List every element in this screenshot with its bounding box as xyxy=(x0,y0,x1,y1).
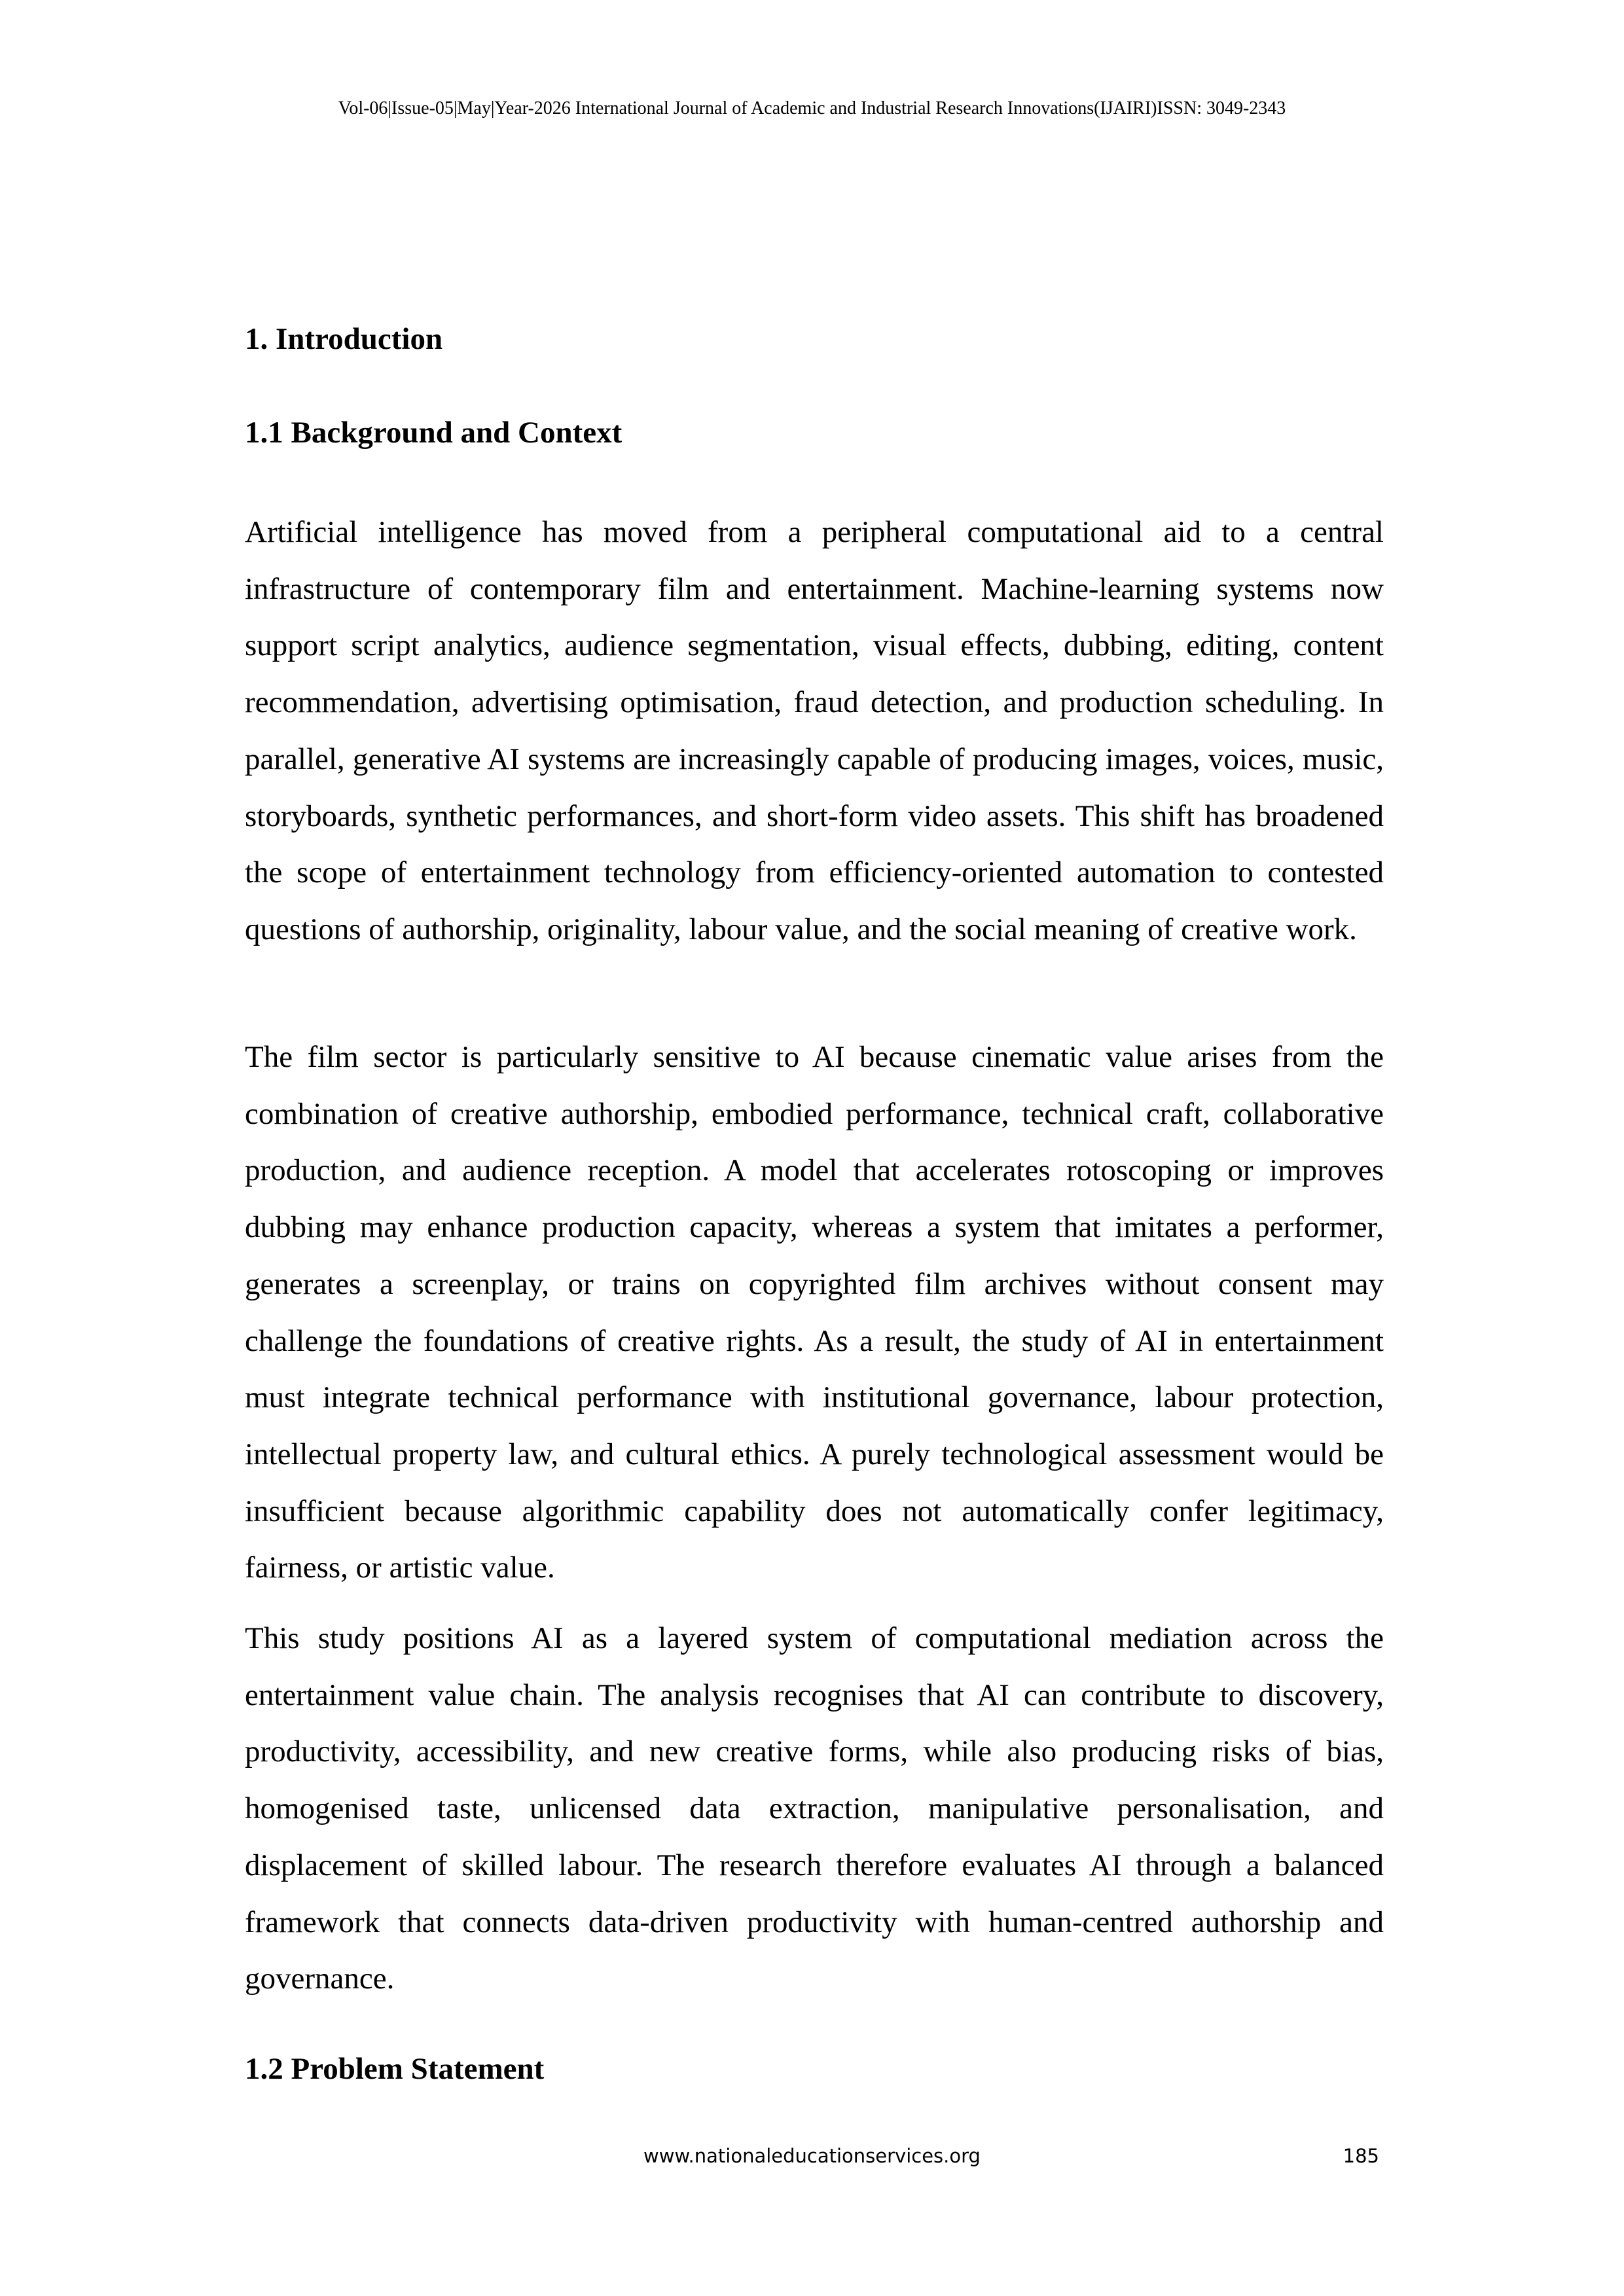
page-number: 185 xyxy=(1343,2145,1379,2167)
subsection-heading-background: 1.1 Background and Context xyxy=(245,416,623,450)
paragraph-2: The film sector is particularly sensitive to AI because cinematic value arises from the combination of creative authorship, embodied performance, technical craft, collaborative production, and audience reception. A model that accelerates rotoscoping or improves dubbing may enhance production capacity, whereas a system that imitates a performer, generates a screenplay, or trains on copyrighted film archives without consent may challenge the foundations of creative rights. As a result, the study of AI in entertainment must integrate technical performance with institutional governance, labour protection, intellectual property law, and cultural ethics. A purely technological assessment would be insufficient because algorithmic capability does not automatically confer legitimacy, fairness, or artistic value. xyxy=(245,1040,1384,1585)
running-header: Vol-06|Issue-05|May|Year-2026 International Journal of Academic and Industrial Research Innovations(IJAIRI)ISSN: 3049-2343 xyxy=(338,98,1286,118)
paragraph-1: Artificial intelligence has moved from a peripheral computational aid to a central infrastructure of contemporary film and entertainment. Machine-learning systems now support script analytics, audience segmentation, visual effects, dubbing, editing, content recommendation, advertising optimisation, fraud detection, and production scheduling. In parallel, generative AI systems are increasingly capable of producing images, voices, music, storyboards, synthetic performances, and short-form video assets. This shift has broadened the scope of entertainment technology from efficiency-oriented automation to contested questions of authorship, originality, labour value, and the social meaning of creative work. xyxy=(245,515,1384,946)
footer-url: www.nationaleducationservices.org xyxy=(643,2145,981,2167)
paragraph-3: This study positions AI as a layered system of computational mediation across the entertainment value chain. The analysis recognises that AI can contribute to discovery, productivity, accessibility, and new creative forms, while also producing risks of bias, homogenised taste, unlicensed data extraction, manipulative personalisation, and displacement of skilled labour. The research therefore evaluates AI through a balanced framework that connects data-driven productivity with human-centred authorship and governance. xyxy=(245,1621,1384,1996)
subsection-heading-problem-statement: 1.2 Problem Statement xyxy=(245,2052,545,2086)
section-heading-introduction: 1. Introduction xyxy=(245,322,443,356)
